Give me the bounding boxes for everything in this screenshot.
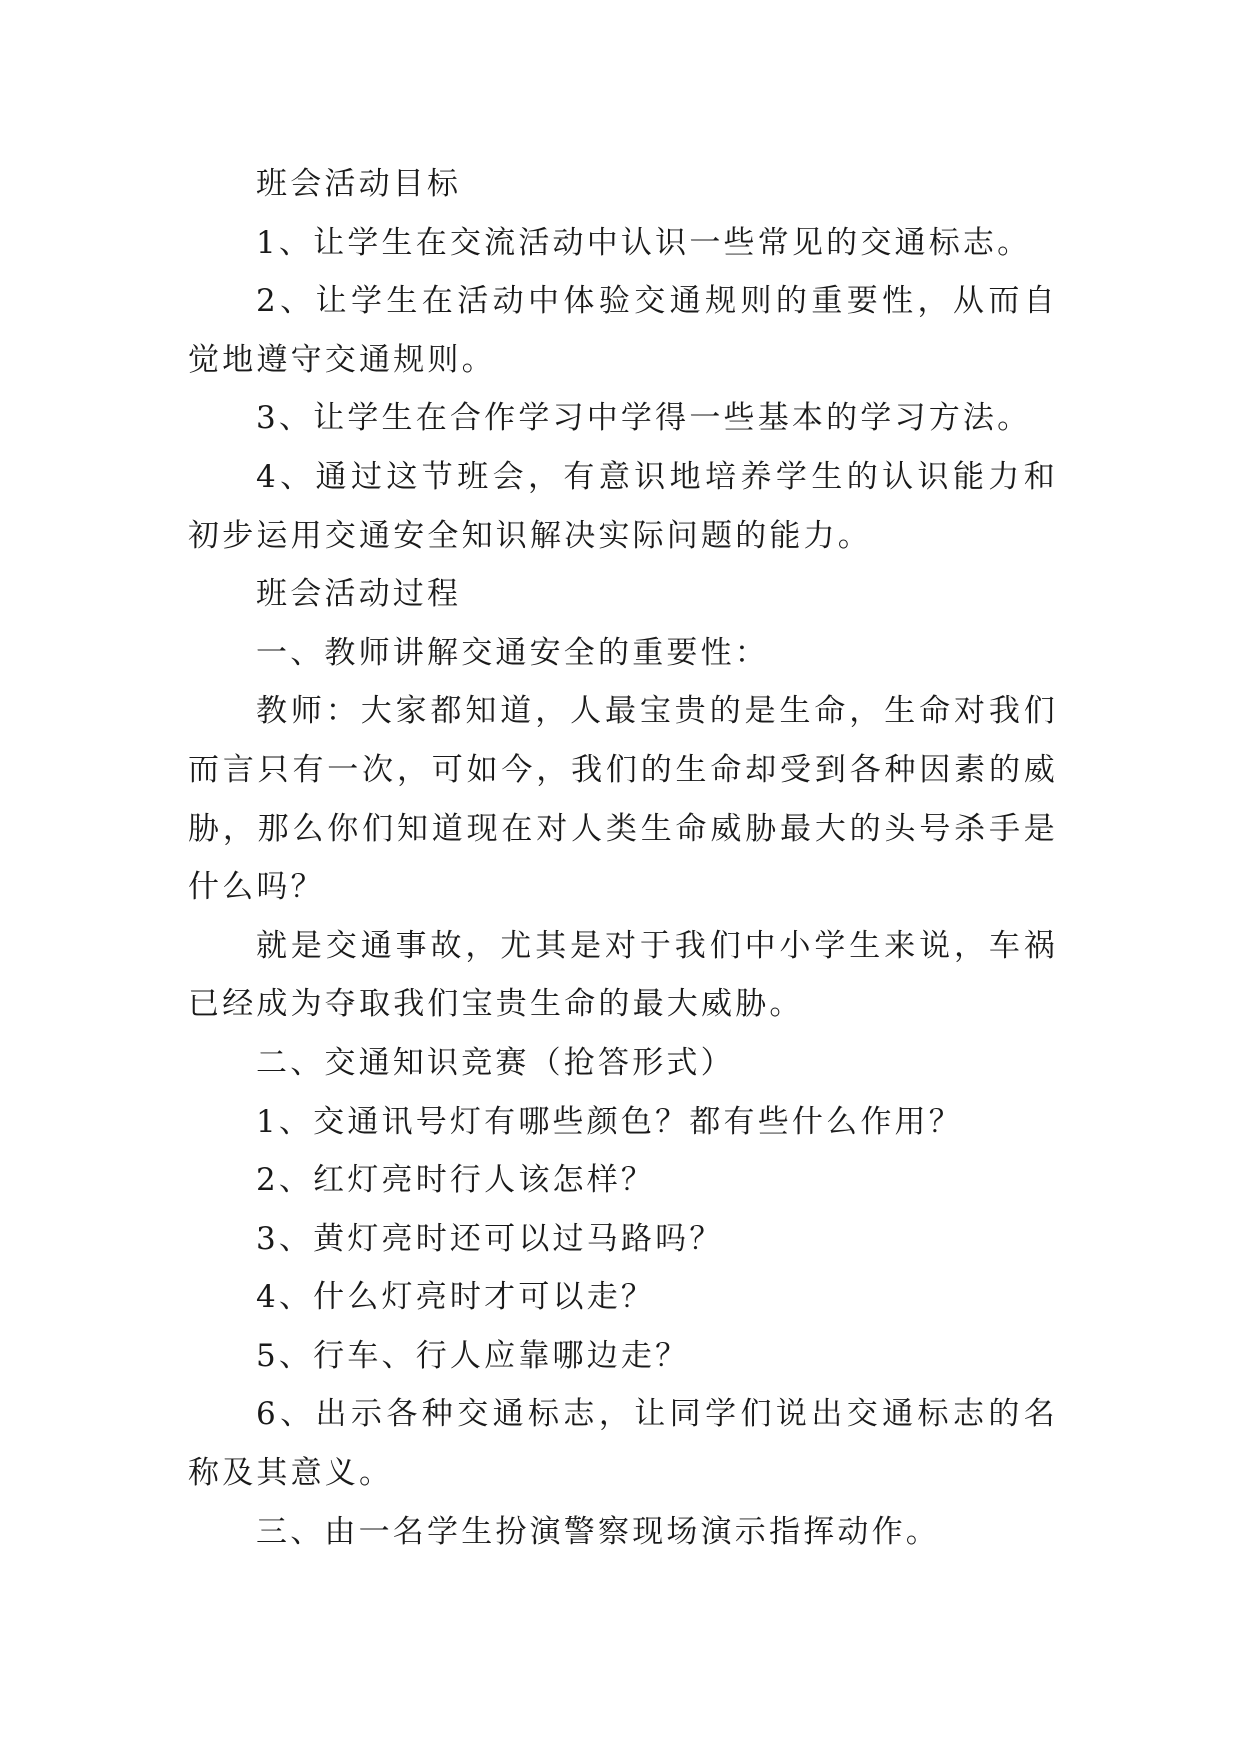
goal-item-2: 2、让学生在活动中体验交通规则的重要性，从而自觉地遵守交通规则。 — [188, 283, 1058, 378]
process-step-1-title: 一、教师讲解交通安全的重要性： — [256, 634, 769, 671]
section-heading-process: 班会活动过程 — [256, 576, 462, 613]
quiz-question-1: 1、交通讯号灯有哪些颜色？都有些什么作用？ — [256, 1103, 963, 1140]
goal-item-1: 1、让学生在交流活动中认识一些常见的交通标志。 — [256, 224, 1032, 261]
quiz-question-3: 3、黄灯亮时还可以过马路吗？ — [256, 1220, 724, 1257]
teacher-speech: 教师：大家都知道，人最宝贵的是生命，生命对我们而言只有一次，可如今，我们的生命却受到各种因素的威胁，那么你们知道现在对人类生命威胁最大的头号杀手是什么吗？ — [188, 693, 1058, 906]
process-step-3-title: 三、由一名学生扮演警察现场演示指挥动作。 — [256, 1513, 940, 1550]
document-body — [188, 155, 1058, 1561]
quiz-question-2: 2、红灯亮时行人该怎样？ — [256, 1162, 656, 1199]
teacher-answer: 就是交通事故，尤其是对于我们中小学生来说，车祸已经成为夺取我们宝贵生命的最大威胁。 — [188, 927, 1058, 1023]
quiz-question-6: 6、出示各种交通标志，让同学们说出交通标志的名称及其意义。 — [188, 1396, 1058, 1492]
quiz-question-5: 5、行车、行人应靠哪边走？ — [256, 1337, 690, 1374]
goal-item-3: 3、让学生在合作学习中学得一些基本的学习方法。 — [256, 400, 1032, 437]
section-heading-goals: 班会活动目标 — [256, 166, 462, 202]
goal-item-4: 4、通过这节班会，有意识地培养学生的认识能力和初步运用交通安全知识解决实际问题的能力。 — [188, 458, 1058, 554]
quiz-question-4: 4、什么灯亮时才可以走？ — [256, 1279, 656, 1316]
process-step-2-title: 二、交通知识竞赛（抢答形式） — [256, 1044, 735, 1081]
